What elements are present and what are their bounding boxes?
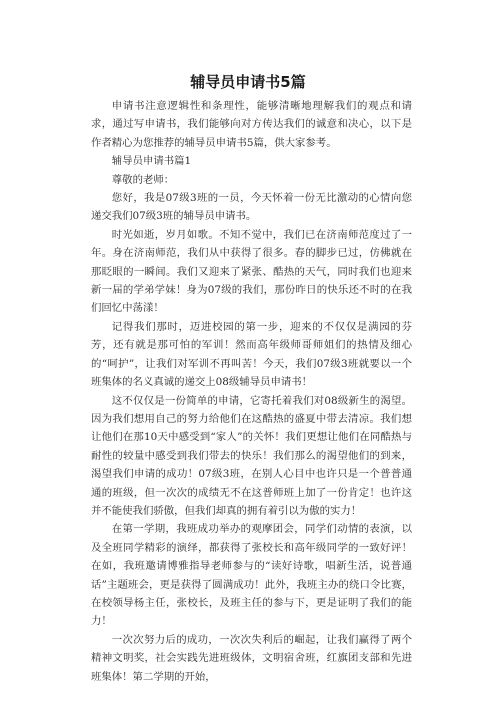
body-paragraph: 时光如逝，岁月如歌。不知不觉中，我们已在济南师范度过了一年。身在济南师范，我们从中获得了很多。春的脚步已过，仿佛就在那眨眼的一瞬间。我们又迎来了紧张、酷热的天气，同时我们也迎来新一届的学弟学妹！身为07级的我们，那份昨日的快乐还不时的在我们回忆中荡漾！ — [91, 228, 412, 315]
body-paragraph: 在第一学期，我班成功举办的观摩团会，同学们动情的表演，以及全班同学精彩的演绎，都获得了张校长和高年级同学的一致好评！在如，我班邀请博雅指导老师参与的“读好诗歌，唱新生活，说普通话”主题班会，更是获得了圆满成功！此外，我班主办的绕口令比赛，在校领导杨主任，张校长，及班主任的参与下，更是证明了我们的能力！ — [91, 523, 412, 628]
body-paragraph: 这不仅仅是一份简单的申请，它寄托着我们对08级新生的渴望。因为我们想用自己的努力给他们在这酷热的盛夏中带去清凉。我们想让他们在那10天中感受到“家人”的关怀！我们更想让他们在同酷热与耐性的较量中感受到我们带去的快乐！我们那么的渴望他们的到来，渴望我们申请的成功！07级3班，在别人心目中也许只是一个普普通通的班级，但一次次的成绩无不在这普师班上加了一份肯定！也许这并不能使我们骄傲，但我们却真的拥有着引以为傲的实力！ — [91, 394, 412, 517]
salutation: 尊敬的老师： — [111, 173, 175, 186]
section-heading: 辅导员申请书篇1 — [111, 155, 192, 168]
document-body — [91, 97, 412, 686]
intro-paragraph: 申请书注意逻辑性和条理性，能够清晰地理解我们的观点和请求，通过写申请书，我们能够向对方传达我们的诚意和决心，以下是作者精心为您推荐的辅导员申请书5篇，供大家参考。 — [91, 100, 412, 149]
body-paragraph: 记得我们那时，迈进校园的第一步，迎来的不仅仅是满园的芬芳，还有就是那可怕的军训！然而高年级师哥师姐们的热情及细心的“呵护”，让我们对军训不再叫苦！今天，我们07级3班就要以一个班集体的名义真诚的递交上08级辅导员申请书！ — [91, 320, 412, 389]
body-paragraph: 一次次努力后的成功，一次次失利后的崛起，让我们赢得了两个精神文明奖，社会实践先进班级体，文明宿舍班，红旗团支部和先进班集体！第二学期的开始， — [91, 633, 412, 683]
body-paragraph: 您好，我是07级3班的一员，今天怀着一份无比激动的心情向您递交我们07级3班的辅导员申请书。 — [91, 192, 412, 223]
document-title: 辅导员申请书5篇 — [190, 73, 306, 91]
